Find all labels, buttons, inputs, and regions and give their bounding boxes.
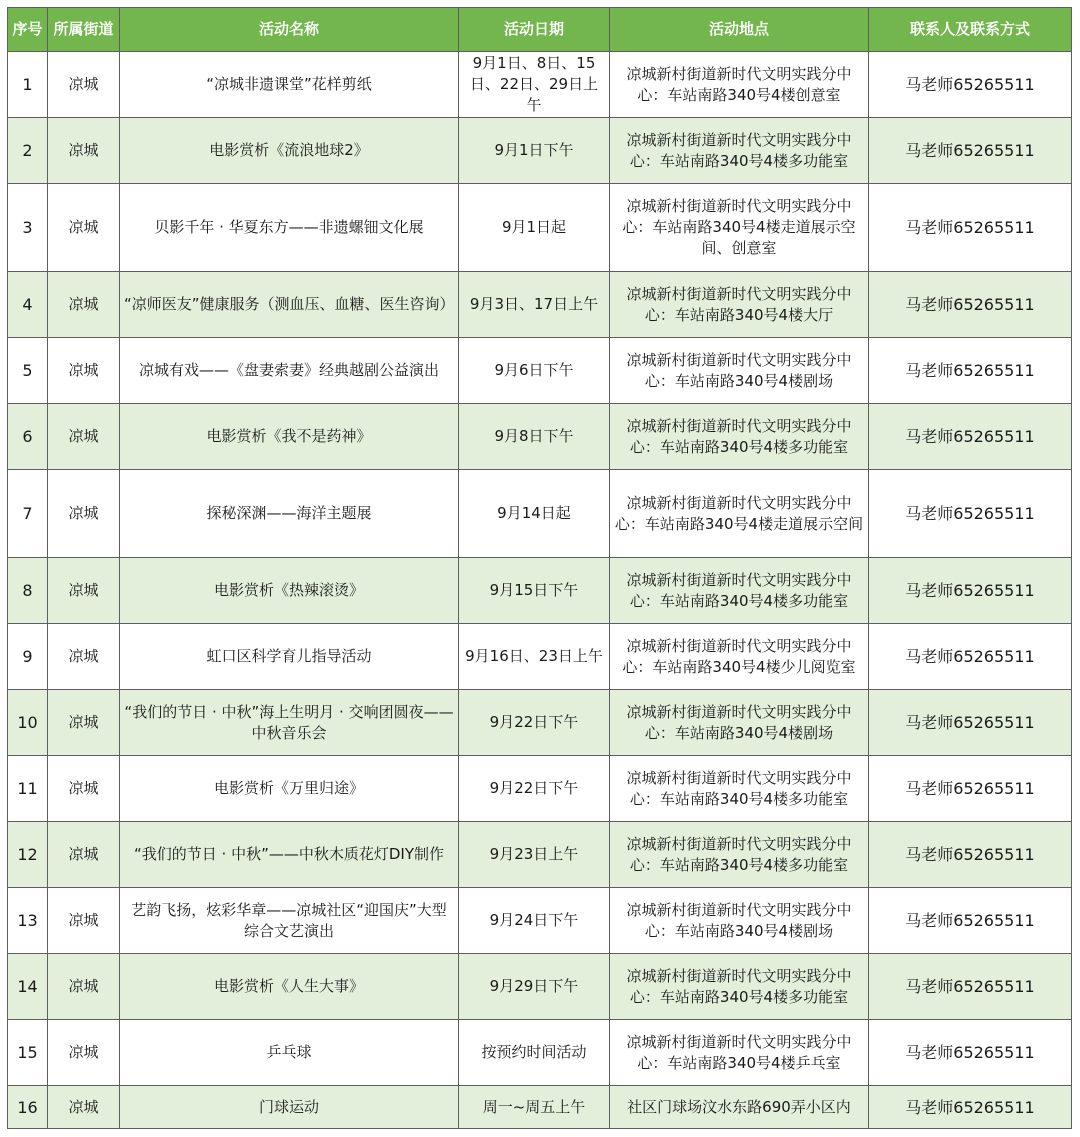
row-contact: 马老师65265511 [869, 756, 1072, 822]
row-activity-date: 9月23日上午 [459, 822, 610, 888]
row-activity-location: 凉城新村街道新时代文明实践分中心：车站南路340号4楼乒乓室 [610, 1020, 869, 1086]
row-street: 凉城 [48, 52, 120, 118]
row-serial-number: 5 [8, 338, 48, 404]
row-street: 凉城 [48, 624, 120, 690]
row-contact: 马老师65265511 [869, 690, 1072, 756]
table-row [8, 624, 1072, 690]
row-activity-location: 凉城新村街道新时代文明实践分中心：车站南路340号4楼走道展示空间、创意室 [610, 184, 869, 272]
header-contact: 联系人及联系方式 [869, 8, 1072, 52]
table-row [8, 954, 1072, 1020]
row-activity-name: 电影赏析《热辣滚烫》 [120, 558, 459, 624]
table-header-row [8, 8, 1072, 52]
table-row [8, 1020, 1072, 1086]
row-contact: 马老师65265511 [869, 470, 1072, 558]
row-serial-number: 2 [8, 118, 48, 184]
row-activity-location: 凉城新村街道新时代文明实践分中心：车站南路340号4楼多功能室 [610, 558, 869, 624]
row-contact: 马老师65265511 [869, 888, 1072, 954]
row-activity-name: 虹口区科学育儿指导活动 [120, 624, 459, 690]
row-activity-location: 凉城新村街道新时代文明实践分中心：车站南路340号4楼大厅 [610, 272, 869, 338]
row-activity-name: 凉城有戏——《盘妻索妻》经典越剧公益演出 [120, 338, 459, 404]
row-serial-number: 15 [8, 1020, 48, 1086]
table-row [8, 52, 1072, 118]
row-contact: 马老师65265511 [869, 184, 1072, 272]
row-activity-date: 9月14日起 [459, 470, 610, 558]
row-activity-name: 乒乓球 [120, 1020, 459, 1086]
row-street: 凉城 [48, 888, 120, 954]
table-body [8, 52, 1072, 1129]
row-street: 凉城 [48, 272, 120, 338]
row-activity-location: 凉城新村街道新时代文明实践分中心：车站南路340号4楼创意室 [610, 52, 869, 118]
row-contact: 马老师65265511 [869, 404, 1072, 470]
row-contact: 马老师65265511 [869, 338, 1072, 404]
header-activity-name: 活动名称 [120, 8, 459, 52]
row-contact: 马老师65265511 [869, 52, 1072, 118]
row-street: 凉城 [48, 470, 120, 558]
row-activity-location: 凉城新村街道新时代文明实践分中心：车站南路340号4楼剧场 [610, 888, 869, 954]
row-activity-location: 凉城新村街道新时代文明实践分中心：车站南路340号4楼多功能室 [610, 954, 869, 1020]
row-serial-number: 11 [8, 756, 48, 822]
row-activity-date: 9月1日、8日、15日、22日、29日上午 [459, 52, 610, 118]
row-street: 凉城 [48, 1020, 120, 1086]
row-activity-name: 电影赏析《流浪地球2》 [120, 118, 459, 184]
row-contact: 马老师65265511 [869, 822, 1072, 888]
row-activity-date: 9月1日下午 [459, 118, 610, 184]
row-activity-name: “凉城非遗课堂”花样剪纸 [120, 52, 459, 118]
row-activity-location: 凉城新村街道新时代文明实践分中心：车站南路340号4楼剧场 [610, 690, 869, 756]
row-street: 凉城 [48, 822, 120, 888]
row-serial-number: 4 [8, 272, 48, 338]
row-activity-location: 凉城新村街道新时代文明实践分中心：车站南路340号4楼少儿阅览室 [610, 624, 869, 690]
table-row [8, 118, 1072, 184]
header-activity-location: 活动地点 [610, 8, 869, 52]
row-activity-name: “凉师医友”健康服务（测血压、血糖、医生咨询） [120, 272, 459, 338]
row-activity-date: 9月1日起 [459, 184, 610, 272]
row-street: 凉城 [48, 558, 120, 624]
row-serial-number: 6 [8, 404, 48, 470]
row-serial-number: 8 [8, 558, 48, 624]
row-activity-date: 9月24日下午 [459, 888, 610, 954]
row-activity-date: 9月16日、23日上午 [459, 624, 610, 690]
row-street: 凉城 [48, 404, 120, 470]
row-contact: 马老师65265511 [869, 1020, 1072, 1086]
row-activity-name: 电影赏析《我不是药神》 [120, 404, 459, 470]
row-contact: 马老师65265511 [869, 558, 1072, 624]
row-activity-location: 凉城新村街道新时代文明实践分中心：车站南路340号4楼剧场 [610, 338, 869, 404]
row-activity-name: “我们的节日 · 中秋”——中秋木质花灯DIY制作 [120, 822, 459, 888]
row-activity-name: 艺韵飞扬，炫彩华章——凉城社区“迎国庆”大型综合文艺演出 [120, 888, 459, 954]
row-activity-location: 社区门球场汶水东路690弄小区内 [610, 1086, 869, 1129]
row-street: 凉城 [48, 954, 120, 1020]
row-activity-name: 贝影千年 · 华夏东方——非遗螺钿文化展 [120, 184, 459, 272]
row-activity-name: “我们的节日 · 中秋”海上生明月 · 交响团圆夜——中秋音乐会 [120, 690, 459, 756]
table-row [8, 338, 1072, 404]
table-row [8, 1086, 1072, 1129]
table-row [8, 558, 1072, 624]
row-serial-number: 3 [8, 184, 48, 272]
row-activity-name: 门球运动 [120, 1086, 459, 1129]
row-activity-name: 电影赏析《人生大事》 [120, 954, 459, 1020]
row-street: 凉城 [48, 756, 120, 822]
row-serial-number: 14 [8, 954, 48, 1020]
activity-schedule-table-container [7, 7, 1071, 1129]
row-street: 凉城 [48, 338, 120, 404]
row-activity-location: 凉城新村街道新时代文明实践分中心：车站南路340号4楼多功能室 [610, 822, 869, 888]
table-row [8, 184, 1072, 272]
row-activity-date: 按预约时间活动 [459, 1020, 610, 1086]
row-street: 凉城 [48, 184, 120, 272]
row-contact: 马老师65265511 [869, 1086, 1072, 1129]
row-serial-number: 16 [8, 1086, 48, 1129]
row-activity-name: 探秘深渊——海洋主题展 [120, 470, 459, 558]
row-activity-location: 凉城新村街道新时代文明实践分中心：车站南路340号4楼走道展示空间 [610, 470, 869, 558]
table-row [8, 690, 1072, 756]
row-contact: 马老师65265511 [869, 118, 1072, 184]
row-activity-date: 9月15日下午 [459, 558, 610, 624]
row-activity-location: 凉城新村街道新时代文明实践分中心：车站南路340号4楼多功能室 [610, 404, 869, 470]
row-serial-number: 12 [8, 822, 48, 888]
row-activity-date: 9月6日下午 [459, 338, 610, 404]
row-activity-location: 凉城新村街道新时代文明实践分中心：车站南路340号4楼多功能室 [610, 756, 869, 822]
table-row [8, 404, 1072, 470]
table-row [8, 272, 1072, 338]
row-serial-number: 1 [8, 52, 48, 118]
table-row [8, 470, 1072, 558]
row-street: 凉城 [48, 118, 120, 184]
row-activity-name: 电影赏析《万里归途》 [120, 756, 459, 822]
row-activity-date: 9月22日下午 [459, 690, 610, 756]
row-activity-date: 9月8日下午 [459, 404, 610, 470]
row-activity-date: 9月22日下午 [459, 756, 610, 822]
row-activity-date: 周一~周五上午 [459, 1086, 610, 1129]
row-street: 凉城 [48, 690, 120, 756]
row-activity-date: 9月3日、17日上午 [459, 272, 610, 338]
row-serial-number: 10 [8, 690, 48, 756]
row-serial-number: 13 [8, 888, 48, 954]
table-row [8, 822, 1072, 888]
activity-schedule-table [7, 7, 1072, 1129]
row-serial-number: 7 [8, 470, 48, 558]
row-contact: 马老师65265511 [869, 272, 1072, 338]
table-row [8, 756, 1072, 822]
header-serial-number: 序号 [8, 8, 48, 52]
table-row [8, 888, 1072, 954]
row-contact: 马老师65265511 [869, 954, 1072, 1020]
row-street: 凉城 [48, 1086, 120, 1129]
row-activity-date: 9月29日下午 [459, 954, 610, 1020]
row-serial-number: 9 [8, 624, 48, 690]
header-activity-date: 活动日期 [459, 8, 610, 52]
row-activity-location: 凉城新村街道新时代文明实践分中心：车站南路340号4楼多功能室 [610, 118, 869, 184]
row-contact: 马老师65265511 [869, 624, 1072, 690]
header-street: 所属街道 [48, 8, 120, 52]
